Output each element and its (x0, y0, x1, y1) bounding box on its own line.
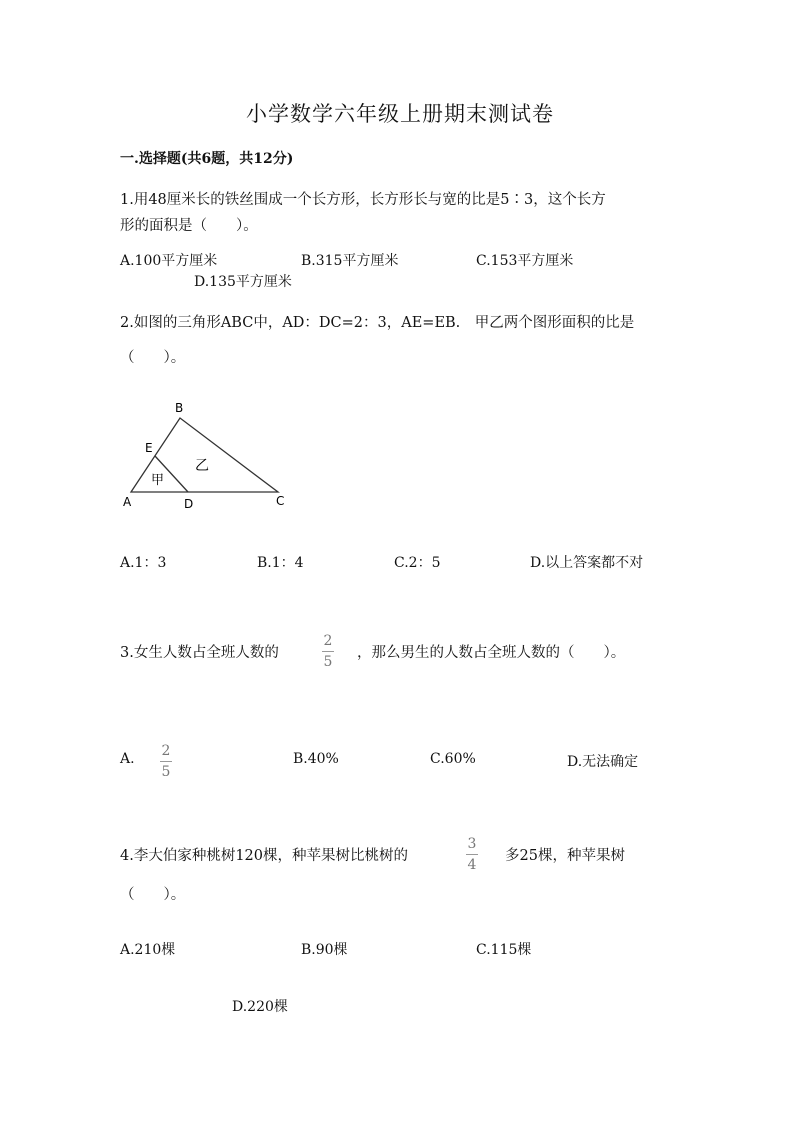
question-1-line-1: 1.用48厘米长的铁丝围成一个长方形，长方形长与宽的比是5∶3，这个长方 (120, 192, 606, 208)
question-1-option-d: D.135平方厘米 (194, 274, 292, 290)
question-1-line-2: 形的面积是（ ）。 (120, 218, 258, 234)
label-b: B (175, 401, 184, 415)
fraction-numerator: 2 (161, 743, 171, 759)
label-c: C (276, 494, 285, 508)
question-4-option-b: B.90棵 (301, 942, 348, 958)
question-4-text-end: 多25棵，种苹果树 (505, 848, 625, 864)
question-2-option-d: D.以上答案都不对 (530, 555, 644, 571)
triangle-figure (118, 396, 298, 514)
label-jia: 甲 (151, 473, 165, 488)
question-3-text-end: ，那么男生的人数占全班人数的（ ）。 (357, 645, 626, 661)
question-4-text-start: 4.李大伯家种桃树120棵，种苹果树比桃树的 (120, 848, 409, 864)
question-3-fraction (322, 634, 334, 669)
question-4-option-c: C.115棵 (476, 942, 532, 958)
question-4-option-d: D.220棵 (232, 999, 288, 1015)
question-3-option-b: B.40% (293, 751, 339, 767)
question-2-option-a: A.1：3 (120, 555, 167, 571)
label-yi: 乙 (195, 458, 209, 474)
question-2-line-2: （ ）。 (120, 350, 186, 366)
label-a: A (123, 495, 132, 509)
fraction-numerator: 3 (467, 836, 477, 852)
section-heading: 一.选择题(共6题，共12分) (120, 151, 294, 167)
question-4-option-a: A.210棵 (120, 942, 176, 958)
question-2-line-1: 2.如图的三角形ABC中，AD：DC=2：3，AE=EB. 甲乙两个图形面积的比是 (120, 315, 635, 331)
question-3-option-d: D.无法确定 (567, 754, 639, 770)
fraction-bar (322, 651, 334, 652)
label-e: E (145, 441, 153, 455)
question-3-option-a: A. (120, 751, 135, 767)
fraction-bar (160, 761, 172, 762)
question-3-option-a-fraction (160, 744, 172, 779)
page-title: 小学数学六年级上册期末测试卷 (246, 102, 554, 126)
question-4-fraction (466, 837, 478, 872)
question-3-text-start: 3.女生人数占全班人数的 (120, 645, 279, 661)
question-3-option-c: C.60% (430, 751, 476, 767)
fraction-bar (466, 854, 478, 855)
question-1-option-c: C.153平方厘米 (476, 253, 574, 269)
fraction-denominator: 4 (467, 857, 477, 873)
question-1-option-b: B.315平方厘米 (301, 253, 399, 269)
fraction-denominator: 5 (323, 654, 333, 670)
fraction-numerator: 2 (323, 633, 333, 649)
question-2-option-b: B.1：4 (257, 555, 304, 571)
question-2-option-c: C.2：5 (394, 555, 441, 571)
fraction-denominator: 5 (161, 764, 171, 780)
question-1-option-a: A.100平方厘米 (120, 253, 218, 269)
label-d: D (184, 497, 194, 511)
question-4-line-2: （ ）。 (120, 887, 186, 903)
